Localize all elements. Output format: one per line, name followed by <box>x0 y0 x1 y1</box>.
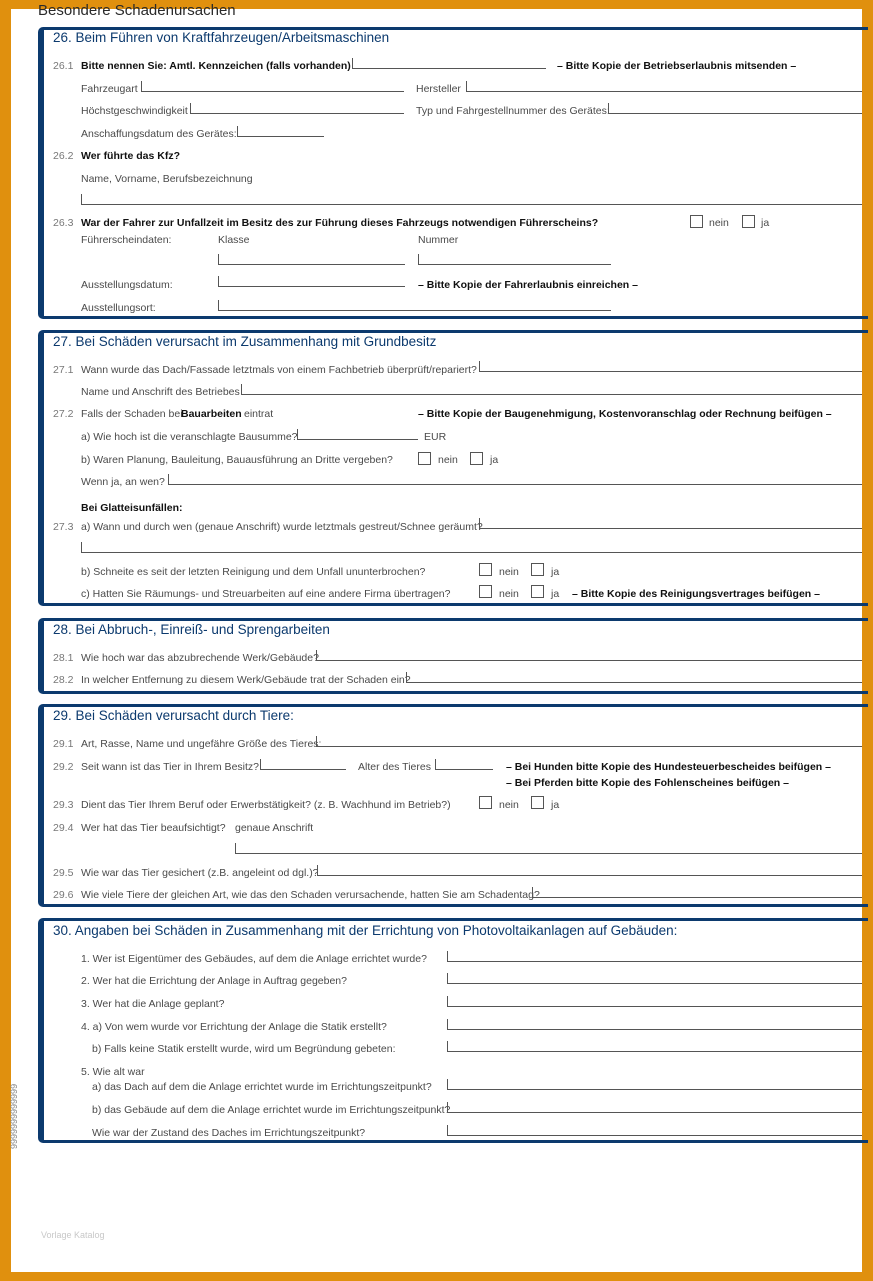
checkbox-ja[interactable] <box>470 452 483 465</box>
field-label: Hersteller <box>416 83 461 95</box>
page-title: Besondere Schadenursachen <box>38 2 236 19</box>
question-label: c) Hatten Sie Räumungs- und Streuarbeiten auf eine andere Firma übertragen? <box>81 588 451 600</box>
question-label: Seit wann ist das Tier in Ihrem Besitz? <box>81 761 259 773</box>
checkbox-ja[interactable] <box>531 796 544 809</box>
checkbox-label: ja <box>551 799 560 811</box>
side-code: 9999999999999 <box>9 1083 19 1149</box>
anschaffungsdatum-field[interactable] <box>237 126 324 137</box>
field-label: Ausstellungsort: <box>81 302 156 314</box>
subheading: Bei Glatteisunfällen: <box>81 502 183 514</box>
field-label: Ausstellungsdatum: <box>81 279 173 291</box>
question-label: In welcher Entfernung zu diesem Werk/Gebäude trat der Schaden ein? <box>81 674 411 686</box>
question-label: b) Falls keine Statik erstellt wurde, wird um Begründung gebeten: <box>92 1043 396 1055</box>
field-label: Fahrzeugart <box>81 83 138 95</box>
field-label: Höchstgeschwindigkeit <box>81 105 188 117</box>
q-number: 29.3 <box>53 799 74 811</box>
checkbox-label: nein <box>499 566 519 578</box>
q-number: 29.1 <box>53 738 74 750</box>
question-label: eintrat <box>244 408 274 420</box>
q-number: 28.2 <box>53 674 74 686</box>
note-label: – Bitte Kopie der Betriebserlaubnis mitsenden – <box>557 60 797 72</box>
checkbox-ja[interactable] <box>742 215 755 228</box>
abbruch-hoehe-field[interactable] <box>316 650 862 661</box>
gebaeude-alter-field[interactable] <box>447 1102 862 1113</box>
q-number: 27.1 <box>53 364 74 376</box>
eigentuemer-field[interactable] <box>447 951 862 962</box>
entfernung-field[interactable] <box>406 672 862 683</box>
question-label: Wer hat das Tier beaufsichtigt? <box>81 822 226 834</box>
checkbox-label: nein <box>499 588 519 600</box>
field-label: Wenn ja, an wen? <box>81 476 165 488</box>
field-label: Name und Anschrift des Betriebes <box>81 386 240 398</box>
typ-field[interactable] <box>608 103 862 114</box>
note-label: – Bei Hunden bitte Kopie des Hundesteuerbescheides beifügen – <box>506 761 831 773</box>
checkbox-label: nein <box>438 454 458 466</box>
checkbox-nein[interactable] <box>479 796 492 809</box>
alter-field[interactable] <box>435 759 493 770</box>
question-label: b) das Gebäude auf dem die Anlage errichtet wurde im Errichtungszeitpunkt? <box>92 1104 451 1116</box>
question-label: 1. Wer ist Eigentümer des Gebäudes, auf dem die Anlage errichtet wurde? <box>81 953 427 965</box>
q-number: 29.6 <box>53 889 74 901</box>
question-label: 3. Wer hat die Anlage geplant? <box>81 998 225 1010</box>
klasse-field[interactable] <box>218 254 405 265</box>
q-number: 29.4 <box>53 822 74 834</box>
fahrer-name-field[interactable] <box>81 194 862 205</box>
field-label: Klasse <box>218 234 250 246</box>
begruendung-field[interactable] <box>447 1041 862 1052</box>
q-number: 29.5 <box>53 867 74 879</box>
question-label: Bitte nennen Sie: Amtl. Kennzeichen (falls vorhanden) <box>81 60 351 72</box>
gestreut-field-2[interactable] <box>81 542 862 553</box>
question-label: a) das Dach auf dem die Anlage errichtet wurde im Errichtungszeitpunkt? <box>92 1081 432 1093</box>
question-label: Wie viele Tiere der gleichen Art, wie das den Schaden verursachende, hatten Sie am Schadentag? <box>81 889 540 901</box>
question-label: a) Wie hoch ist die veranschlagte Bausumme? <box>81 431 298 443</box>
ausstellungsdatum-field[interactable] <box>218 276 405 287</box>
wenn-ja-field[interactable] <box>168 474 862 485</box>
dach-alter-field[interactable] <box>447 1079 862 1090</box>
section-28-heading: 28. Bei Abbruch-, Einreiß- und Sprengarbeiten <box>53 622 330 637</box>
question-label: 4. a) Von wem wurde vor Errichtung der Anlage die Statik erstellt? <box>81 1021 387 1033</box>
auftrag-field[interactable] <box>447 973 862 984</box>
field-label: Typ und Fahrgestellnummer des Gerätes: <box>416 105 610 117</box>
field-label: Nummer <box>418 234 459 246</box>
q-number: 26.2 <box>53 150 74 162</box>
note-label: – Bitte Kopie des Reinigungsvertrages beifügen – <box>572 588 820 600</box>
fahrzeugart-field[interactable] <box>141 81 404 92</box>
field-label: Anschaffungsdatum des Gerätes: <box>81 128 237 140</box>
bausumme-field[interactable] <box>297 429 418 440</box>
question-label: Wie war der Zustand des Daches im Errichtungszeitpunkt? <box>92 1127 366 1139</box>
question-label: War der Fahrer zur Unfallzeit im Besitz des zur Führung dieses Fahrzeugs notwendigen Führerscheins? <box>81 217 599 229</box>
section-29-heading: 29. Bei Schäden verursacht durch Tiere: <box>53 708 294 723</box>
checkbox-label: ja <box>761 217 770 229</box>
question-label: 2. Wer hat die Errichtung der Anlage in Auftrag gegeben? <box>81 975 347 987</box>
checkbox-ja[interactable] <box>531 563 544 576</box>
besitz-seit-field[interactable] <box>260 759 346 770</box>
nummer-field[interactable] <box>418 254 611 265</box>
checkbox-nein[interactable] <box>479 563 492 576</box>
checkbox-label: nein <box>499 799 519 811</box>
checkbox-label: ja <box>551 588 560 600</box>
checkbox-nein[interactable] <box>418 452 431 465</box>
question-label: Dient das Tier Ihrem Beruf oder Erwerbstätigkeit? (z. B. Wachhund im Betrieb?) <box>81 799 451 811</box>
footer-watermark: Vorlage Katalog <box>41 1230 105 1240</box>
note-label: – Bitte Kopie der Fahrerlaubnis einreichen – <box>418 279 638 291</box>
checkbox-nein[interactable] <box>690 215 703 228</box>
checkbox-label: ja <box>490 454 499 466</box>
question-label: 5. Wie alt war <box>81 1066 145 1078</box>
field-label: Führerscheindaten: <box>81 234 172 246</box>
gestreut-field[interactable] <box>479 518 862 529</box>
field-label: Name, Vorname, Berufsbezeichnung <box>81 173 253 185</box>
question-label: Wie hoch war das abzubrechende Werk/Gebäude? <box>81 652 319 664</box>
question-label: Art, Rasse, Name und ungefähre Größe des Tieres: <box>81 738 322 750</box>
dach-zustand-field[interactable] <box>447 1125 862 1136</box>
checkbox-label: nein <box>709 217 729 229</box>
tier-art-field[interactable] <box>316 736 862 747</box>
q-number: 29.2 <box>53 761 74 773</box>
section-26-heading: 26. Beim Führen von Kraftfahrzeugen/Arbeitsmaschinen <box>53 30 390 45</box>
section-27-heading: 27. Bei Schäden verursacht im Zusammenhang mit Grundbesitz <box>53 334 437 349</box>
form-page <box>9 2 862 1272</box>
question-label: b) Schneite es seit der letzten Reinigung und dem Unfall ununterbrochen? <box>81 566 426 578</box>
question-label: b) Waren Planung, Bauleitung, Bauausführung an Dritte vergeben? <box>81 454 393 466</box>
section-30-heading: 30. Angaben bei Schäden in Zusammenhang mit der Errichtung von Photovoltaikanlagen auf Gebäuden: <box>53 923 678 938</box>
field-label: genaue Anschrift <box>235 822 314 834</box>
dach-field[interactable] <box>479 361 862 372</box>
geplant-field[interactable] <box>447 996 862 1007</box>
checkbox-ja[interactable] <box>531 585 544 598</box>
currency-label: EUR <box>424 431 447 443</box>
aufsicht-field[interactable] <box>235 843 862 854</box>
q-number: 27.2 <box>53 408 74 420</box>
q-number: 28.1 <box>53 652 74 664</box>
gesichert-field[interactable] <box>317 865 862 876</box>
hoechstgeschwindigkeit-field[interactable] <box>190 103 404 114</box>
note-label: – Bei Pferden bitte Kopie des Fohlenscheines beifügen – <box>506 777 789 789</box>
field-label: Alter des Tieres <box>358 761 431 773</box>
question-label-bold: Bauarbeiten <box>181 408 242 420</box>
anzahl-tiere-field[interactable] <box>532 887 862 898</box>
question-label: a) Wann und durch wen (genaue Anschrift) wurde letztmals gestreut/Schnee geräumt? <box>81 521 483 533</box>
statik-field[interactable] <box>447 1019 862 1030</box>
betrieb-field[interactable] <box>241 384 862 395</box>
kennzeichen-field[interactable] <box>352 58 546 69</box>
question-label: Wie war das Tier gesichert (z.B. angeleint od dgl.)? <box>81 867 319 879</box>
hersteller-field[interactable] <box>466 81 862 92</box>
q-number: 26.1 <box>53 60 74 72</box>
q-number: 26.3 <box>53 217 74 229</box>
note-label: – Bitte Kopie der Baugenehmigung, Kostenvoranschlag oder Rechnung beifügen – <box>418 408 832 420</box>
question-label: Wann wurde das Dach/Fassade letztmals von einem Fachbetrieb überprüft/repariert? <box>81 364 477 376</box>
question-label: Falls der Schaden bei <box>81 408 183 420</box>
ausstellungsort-field[interactable] <box>218 300 611 311</box>
q-number: 27.3 <box>53 521 74 533</box>
question-label: Wer führte das Kfz? <box>81 150 180 162</box>
checkbox-nein[interactable] <box>479 585 492 598</box>
checkbox-label: ja <box>551 566 560 578</box>
